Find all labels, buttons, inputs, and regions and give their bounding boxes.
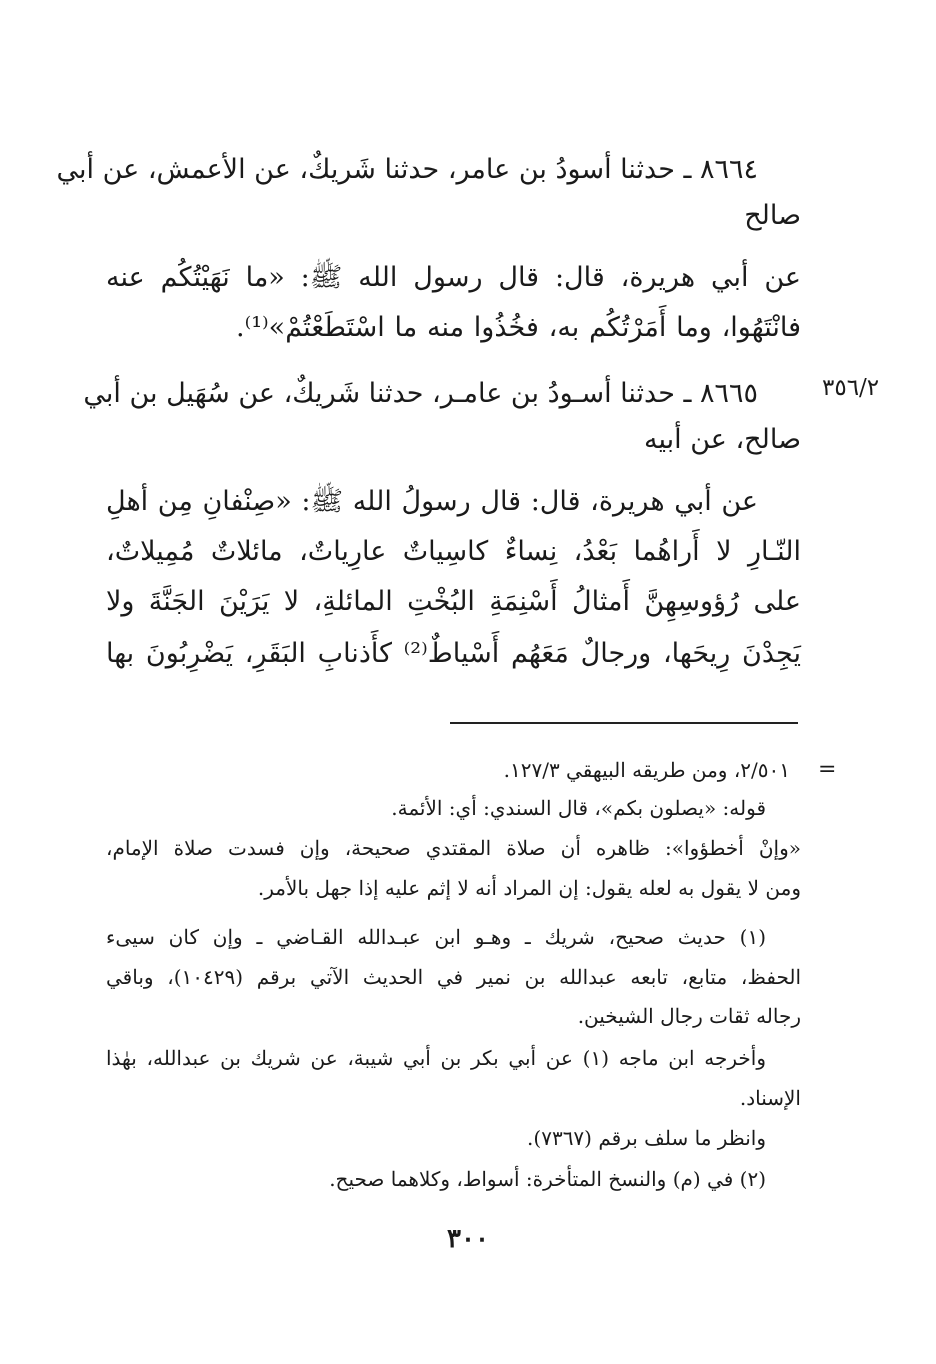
hadith-8664-line-2: صالح <box>744 200 801 231</box>
hadith-8664-line-4: فانْتَهُوا، وما أَمَرْتُكُم به، فخُذُوا منه ما اسْتَطَعْتُمْ»⁽¹⁾. <box>236 312 801 343</box>
footnote-line-4: ومن لا يقول به لعله يقول: إن المراد أنه لا إثم عليه إذا جهل بالأمر. <box>257 876 801 900</box>
footnote-continuation-mark: = <box>818 757 837 782</box>
page-number: ٣٠٠ <box>447 1224 489 1254</box>
footnote-line-5: (١) حديث صحيح، شريك ـ وهـو ابن عبـدالله القـاضي ـ وإن كان سيىء <box>106 925 766 949</box>
footnote-line-2: قوله: «يصلون بكم»، قال السندي: أي: الأئمة. <box>391 796 766 820</box>
hadith-8665-line-6: يَجِدْنَ رِيحَها، ورجالٌ مَعَهُم أَسْياطٌ⁽²⁾ كأَذنابِ البَقَرِ، يَضْرِبُونَ بها <box>106 638 801 669</box>
hadith-8665-line-1: ٨٦٦٥ ـ حدثنا أسـودُ بن عامـر، حدثنا شَريكٌ، عن سُهَيل بن أبي <box>83 378 758 409</box>
footnote-line-9: الإسناد. <box>739 1086 801 1110</box>
hadith-8665-line-5: على رُؤوسِهِنَّ أَمثالُ أَسْنِمَةِ البُخْتِ المائلةِ، لا يَرَيْنَ الجَنَّةَ ولا <box>106 586 801 617</box>
margin-volume-page-ref: ٣٥٦/٢ <box>822 375 880 401</box>
hadith-8665-line-3: عن أبي هريرة، قال: قال رسولُ الله ﷺ: «صِنْفانِ مِن أهلِ <box>106 486 758 517</box>
footnote-line-7: رجاله ثقات رجال الشيخين. <box>577 1004 801 1028</box>
footnote-line-11: (٢) في (م) والنسخ المتأخرة: أسواط، وكلاهما صحيح. <box>329 1167 766 1191</box>
hadith-8665-line-2: صالح، عن أبيه <box>644 424 801 455</box>
hadith-8664-line-3: عن أبي هريرة، قال: قال رسول الله ﷺ: «ما نَهَيْتُكُم عنه <box>106 262 801 293</box>
footnote-separator <box>450 722 798 724</box>
hadith-8665-line-4: النّـارِ لا أَراهُما بَعْدُ، نِساءٌ كاسِياتٌ عارِياتٌ، مائلاتٌ مُمِيلاتٌ، <box>106 536 801 567</box>
footnote-line-8: وأخرجه ابن ماجه (١) عن أبي بكر بن أبي شيبة، عن شريك بن عبدالله، بهٰذا <box>106 1046 766 1070</box>
footnote-line-10: وانظر ما سلف برقم (٧٣٦٧). <box>527 1126 766 1150</box>
footnote-line-6: الحفظ، متابع، تابعه عبدالله بن نمير في الحديث الآتي برقم (١٠٤٢٩)، وباقي <box>106 965 802 989</box>
footnote-line-3: «وإنْ أخطؤوا»: ظاهره أن صلاة المقتدي صحيحة، وإن فسدت صلاة الإمام، <box>106 836 801 860</box>
footnote-line-1: ٢/٥٠١، ومن طريقه البيهقي ١٢٧/٣. <box>503 758 790 782</box>
hadith-8664-line-1: ٨٦٦٤ ـ حدثنا أسودُ بن عامر، حدثنا شَريكٌ، عن الأعمش، عن أبي <box>56 154 758 185</box>
